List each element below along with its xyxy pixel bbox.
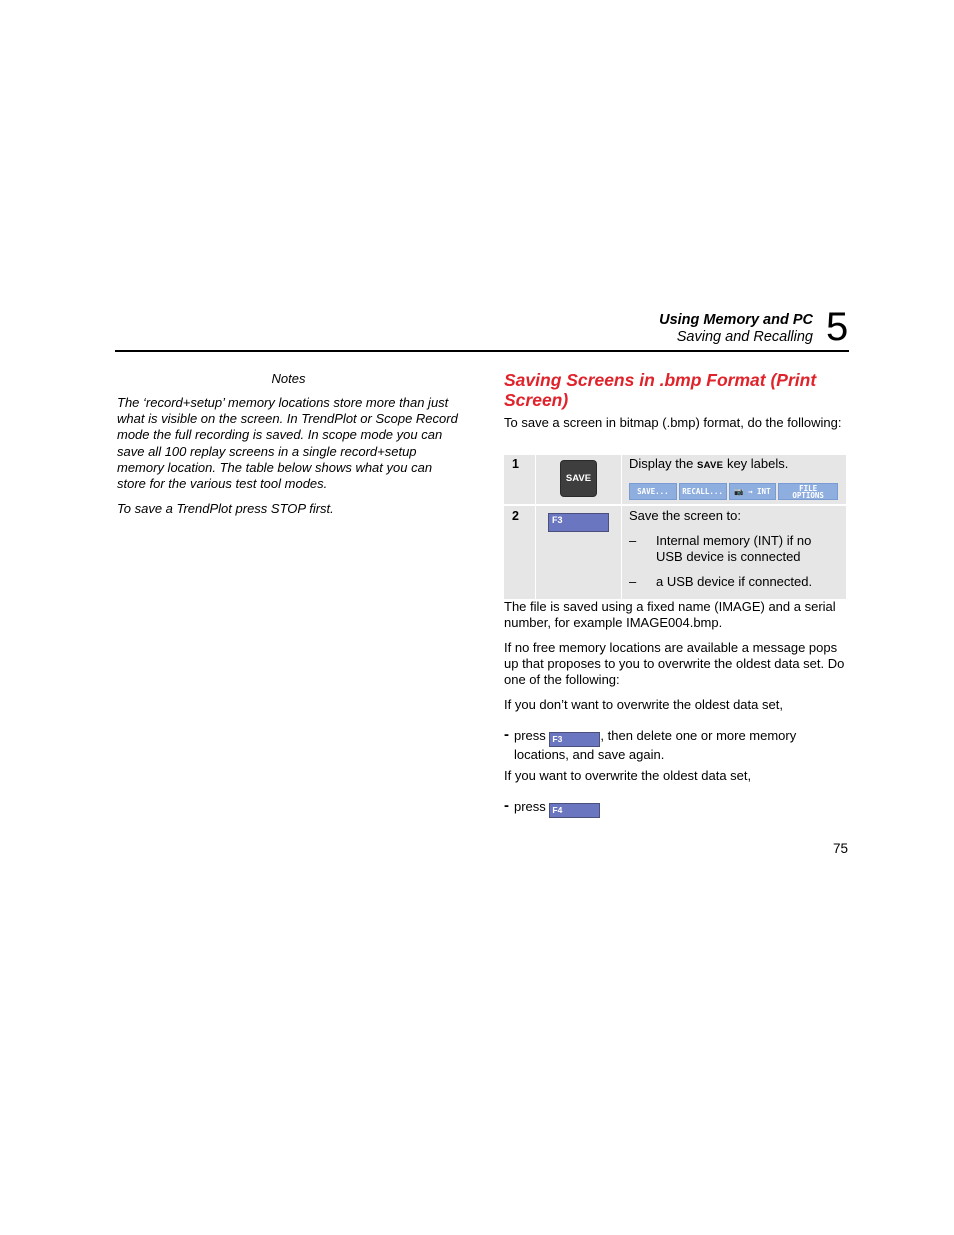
press-word: press xyxy=(514,799,546,814)
option-dash: – xyxy=(629,533,637,548)
section-title: Saving and Recalling xyxy=(676,329,813,345)
option-text: Internal memory (INT) if no USB device is connected xyxy=(656,533,812,565)
f3-key-button[interactable]: F3 xyxy=(548,513,609,532)
softkey-save[interactable]: SAVE... xyxy=(629,483,677,500)
steps-table xyxy=(504,455,846,599)
save-key-button[interactable]: SAVE xyxy=(561,461,596,496)
press-word: press xyxy=(514,728,546,743)
softkey-camera-int[interactable]: 📷 → INT xyxy=(729,483,777,500)
intro-text: To save a screen in bitmap (.bmp) format, do the following: xyxy=(504,415,842,430)
chapter-title: Using Memory and PC xyxy=(659,312,813,328)
step-text-after: key labels. xyxy=(726,456,789,471)
bullet-text xyxy=(514,799,834,818)
softkey-recall[interactable]: RECALL... xyxy=(679,483,727,500)
body-paragraph: If you don’t want to overwrite the oldest data set, xyxy=(504,697,783,712)
bullet-dash: - xyxy=(504,797,509,814)
note-paragraph: The ‘record+setup’ memory locations store more than just what is visible on the screen. In TrendPlot or Scope Record mode the full recording is saved. In scope mode you can save all 100 replay screens in a single record+setup memory location. The table below shows what you can store for the various test tool modes. xyxy=(117,395,458,492)
option-text: a USB device if connected. xyxy=(656,574,813,589)
body-paragraph: If you want to overwrite the oldest data set, xyxy=(504,768,752,783)
step-text: Save the screen to: xyxy=(629,508,742,523)
softkey-bar xyxy=(629,483,838,500)
header-rule xyxy=(115,350,849,352)
body-paragraph: If no free memory locations are available a message pops up that proposes to you to overwrite the oldest data set. Do one of the following: xyxy=(504,640,845,688)
section-heading: Saving Screens in .bmp Format (Print Screen) xyxy=(504,370,817,410)
notes-title: Notes xyxy=(271,371,306,386)
table-divider xyxy=(621,455,622,599)
table-divider xyxy=(535,455,536,599)
table-divider xyxy=(504,504,846,506)
bullet-after: , then delete one or more memory locations, and save again. xyxy=(514,728,797,762)
page-number: 75 xyxy=(832,841,848,856)
softkey-file-options[interactable]: FILE OPTIONS xyxy=(778,483,838,500)
step-number: 1 xyxy=(512,457,519,471)
step-text xyxy=(629,456,841,474)
step-text-before: Display the xyxy=(629,456,694,471)
option-dash: – xyxy=(629,574,637,589)
bullet-dash: - xyxy=(504,726,509,743)
step-number: 2 xyxy=(512,509,519,523)
chapter-number: 5 xyxy=(826,305,849,349)
bullet-text xyxy=(514,728,834,763)
f4-inline-key[interactable]: F4 xyxy=(549,803,600,818)
note-paragraph: To save a TrendPlot press STOP first. xyxy=(117,501,334,516)
f3-inline-key[interactable]: F3 xyxy=(549,732,600,747)
save-key-name: SAVE xyxy=(696,460,724,471)
body-paragraph: The file is saved using a fixed name (IMAGE) and a serial number, for example IMAGE004.bmp. xyxy=(504,599,836,631)
